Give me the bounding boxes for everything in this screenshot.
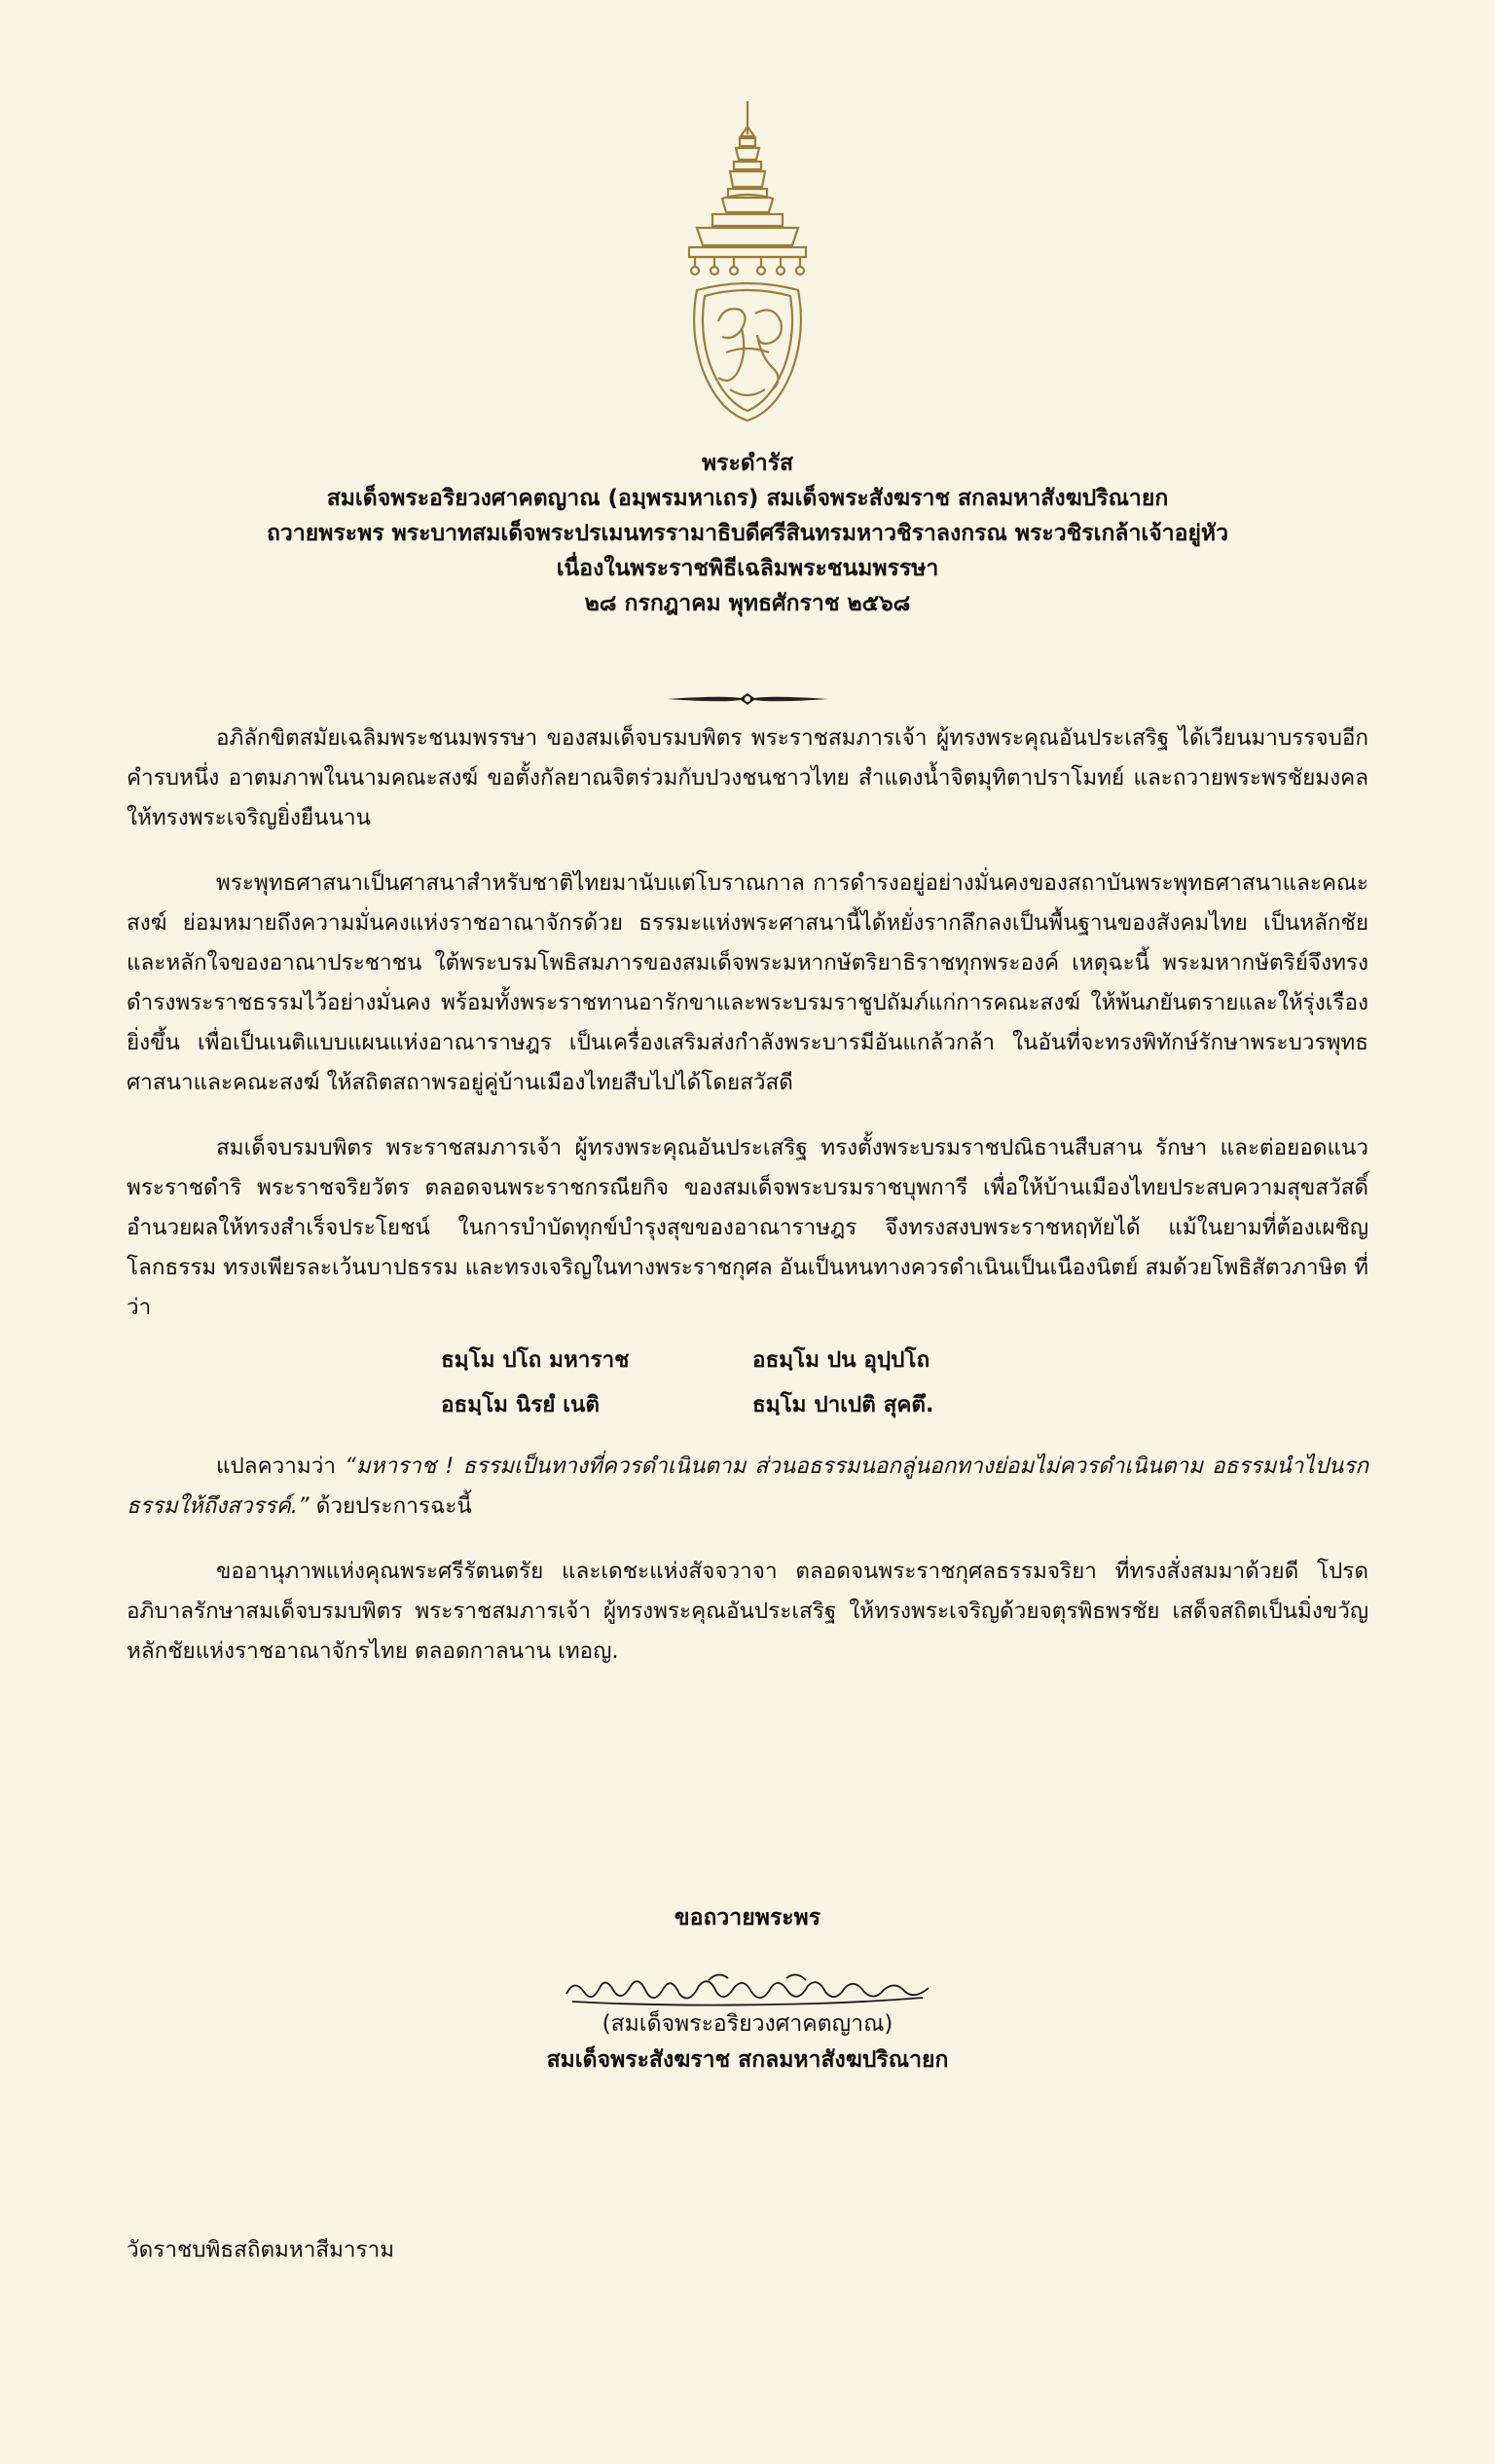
translation-suffix: ด้วยประการฉะนี้: [309, 1493, 472, 1519]
ornamental-divider: [665, 687, 830, 711]
verse-line: อธมฺโม ปน อุปฺปโถ: [752, 1347, 930, 1373]
decree-header: [0, 446, 1495, 621]
signatory-name: (สมเด็จพระอริยวงศาคตญาณ): [602, 2011, 893, 2037]
paragraph-3: สมเด็จบรมบพิตร พระราชสมภารเจ้า ผู้ทรงพระคุณอันประเสริฐ ทรงตั้งพระบรมราชปณิธานสืบสาน รักษา และต่อยอดแนวพระราชดำริ พระราชจริยวัตร ตลอดจนพระราชกรณียกิจ ของสมเด็จพระบรมราชบุพการี เพื่อให้บ้านเมืองไทยประสบความสุขสวัสดิ์ อำนวยผลให้ทรงสำเร็จประโยชน์ ในการบำบัดทุกข์บำรุงสุขของอาณาราษฎร จึงทรงสงบพระราชหฤทัยได้ แม้ในยามที่ต้องเผชิญโลกธรรม ทรงเพียรละเว้นบาปธรรม และทรงเจริญในทางพระราชกุศล อันเป็นหนทางควรดำเนินเป็นเนืองนิตย์ สมด้วยโพธิสัตวภาษิต ที่ว่า: [127, 1135, 1368, 1320]
paragraph-2: พระพุทธศาสนาเป็นศาสนาสำหรับชาติไทยมานับแต่โบราณกาล การดำรงอยู่อย่างมั่นคงของสถาบันพระพุทธศาสนาและคณะสงฆ์ ย่อมหมายถึงความมั่นคงแห่งราชอาณาจักรด้วย ธรรมะแห่งพระศาสนานี้ได้หยั่งรากลึกลงเป็นพื้นฐานของสังคมไทย เป็นหลักชัย และหลักใจของอาณาประชาชน ใต้พระบรมโพธิสมภารของสมเด็จพระมหากษัตริยาธิราชทุกพระองค์ เหตุฉะนี้ พระมหากษัตริย์จึงทรงดำรงพระราชธรรมไว้อย่างมั่นคง พร้อมทั้งพระราชทานอารักขาและพระบรมราชูปถัมภ์แก่การคณะสงฆ์ ให้พ้นภยันตรายและให้รุ่งเรืองยิ่งขึ้น เพื่อเป็นเนติแบบแผนแห่งอาณาราษฎร เป็นเครื่องเสริมส่งกำลังพระบารมีอันแกล้วกล้า ในอันที่จะทรงพิทักษ์รักษาพระบวรพุทธศาสนาและคณะสงฆ์ ให้สถิตสถาพรอยู่คู่บ้านเมืองไทยสืบไปได้โดยสวัสดี: [127, 870, 1368, 1095]
handwritten-signature: [563, 1968, 932, 2011]
translation-prefix: แปลความว่า: [216, 1453, 346, 1479]
translation-quote: “มหาราช ! ธรรมเป็นทางที่ควรดำเนินตาม ส่วนอธรรมนอกลู่นอกทางย่อมไม่ควรดำเนินตาม อธรรมนำไปนรก ธรรมให้ถึงสวรรค์.”: [127, 1453, 1368, 1519]
header-line-author: สมเด็จพระอริยวงศาคตญาณ (อมฺพรมหาเถร) สมเด็จพระสังฆราช สกลมหาสังฆปริณายก: [326, 486, 1169, 511]
paragraph-5: ขออานุภาพแห่งคุณพระศรีรัตนตรัย และเดชะแห่งสัจจวาจา ตลอดจนพระราชกุศลธรรมจริยา ที่ทรงสั่งสมมาด้วยดี โปรดอภิบาลรักษาสมเด็จบรมบพิตร พระราชสมภารเจ้า ผู้ทรงพระคุณอันประเสริฐ ให้ทรงพระเจริญด้วยจตุรพิธพรชัย เสด็จสถิตเป็นมิ่งขวัญหลักชัยแห่งราชอาณาจักรไทย ตลอดกาลนาน เทอญ.: [127, 1559, 1368, 1664]
header-date: ๒๘ กรกฎาคม พุทธศักราช ๒๕๖๘: [584, 591, 911, 616]
royal-emblem-icon: [679, 97, 816, 448]
footer-location: วัดราชบพิธสถิตมหาสีมาราม: [127, 2237, 395, 2262]
decree-body: [127, 718, 1368, 1697]
header-line-recipient: ถวายพระพร พระบาทสมเด็จพระปรเมนทรรามาธิบดีศรีสินทรมหาวชิราลงกรณ พระวชิรเกล้าเจ้าอยู่หัว: [266, 521, 1228, 546]
verse-line: ธมฺโม ปโถ มหาราช: [441, 1347, 630, 1373]
verse-line: ธมฺโม ปาเปติ สุคตึ.: [752, 1392, 934, 1417]
paragraph-4: [127, 1447, 1368, 1526]
pali-verse: [441, 1338, 1368, 1427]
header-line-occasion: เนื่องในพระราชพิธีเฉลิมพระชนมพรรษา: [556, 556, 939, 581]
signatory-title: สมเด็จพระสังฆราช สกลมหาสังฆปริณายก: [546, 2047, 949, 2073]
paragraph-1: อภิลักขิตสมัยเฉลิมพระชนมพรรษา ของสมเด็จบรมบพิตร พระราชสมภารเจ้า ผู้ทรงพระคุณอันประเสริฐ ได้เวียนมาบรรจบอีกคำรบหนึ่ง อาตมภาพในนามคณะสงฆ์ ขอตั้งกัลยาณจิตร่วมกับปวงชนชาวไทย สำแดงน้ำจิตมุทิตาปราโมทย์ และถวายพระพรชัยมงคลให้ทรงพระเจริญยิ่งยืนนาน: [127, 725, 1368, 830]
decree-title: พระดำรัส: [701, 451, 794, 476]
verse-line: อธมฺโม นิรยํ เนติ: [441, 1392, 600, 1417]
closing-blessing: ขอถวายพระพร: [674, 1905, 821, 1931]
closing-block: [0, 1900, 1495, 2079]
